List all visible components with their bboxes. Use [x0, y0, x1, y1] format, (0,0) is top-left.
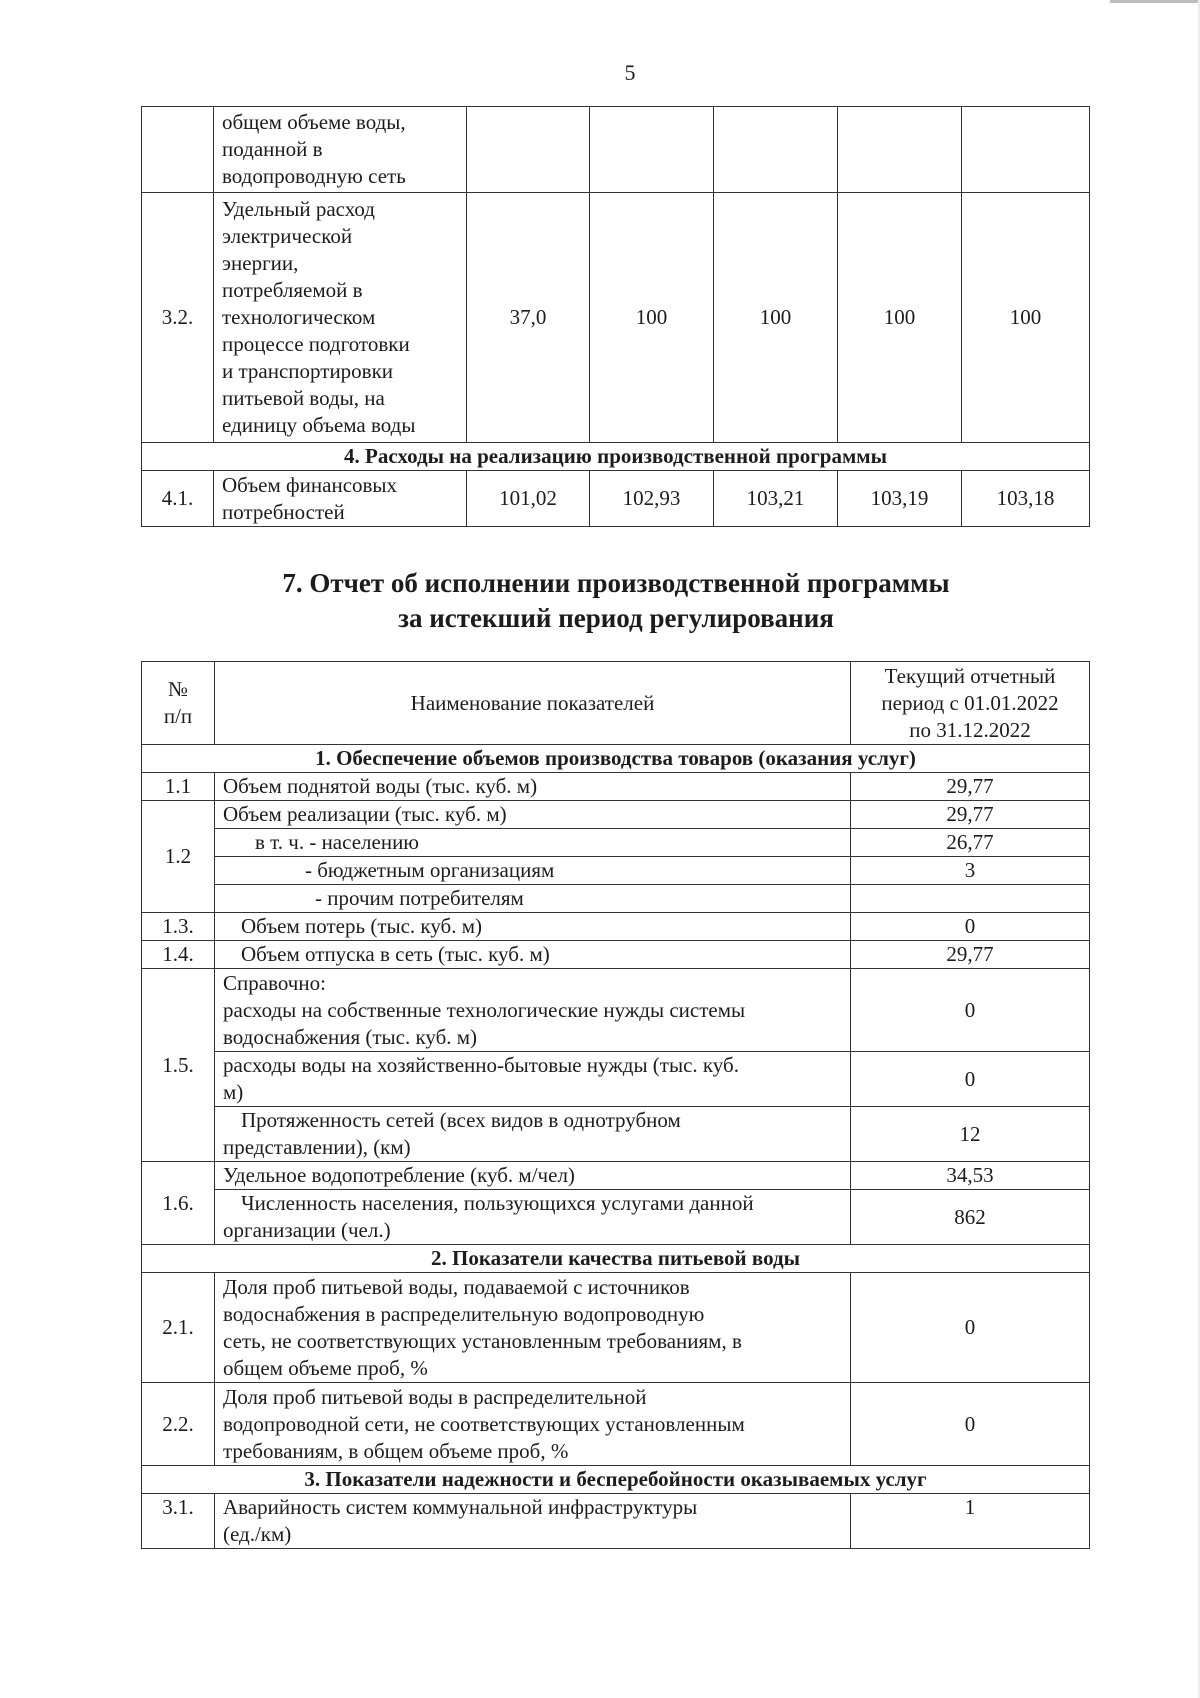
section-row [142, 745, 1090, 773]
value-cell: 103,21 [714, 471, 838, 527]
section-row [142, 443, 1090, 471]
value-cell: 100 [590, 193, 714, 443]
indicator-name: Объем реализации (тыс. куб. м) [215, 801, 851, 829]
row-number [142, 107, 214, 193]
table-row [142, 193, 1090, 443]
indicator-name: Объем отпуска в сеть (тыс. куб. м) [215, 941, 851, 969]
table-row [142, 471, 1090, 527]
value-cell: 12 [851, 1107, 1090, 1162]
indicator-name: Доля проб питьевой воды в распределительной водопроводной сети, не соответствующих установленным требованиям, в общем объеме проб, % [215, 1383, 851, 1466]
indicator-name: Протяженность сетей (всех видов в однотрубном представлении), (км) [215, 1107, 851, 1162]
indicator-name: расходы воды на хозяйственно-бытовые нужды (тыс. куб. м) [215, 1052, 851, 1107]
row-number: 1.5. [142, 969, 215, 1162]
indicator-name: Удельное водопотребление (куб. м/чел) [215, 1162, 851, 1190]
table-row [142, 801, 1090, 829]
value-cell: 103,19 [838, 471, 962, 527]
indicator-name: - прочим потребителям [215, 885, 851, 913]
indicator-name: Доля проб питьевой воды, подаваемой с источников водоснабжения в распределительную водопроводную сеть, не соответствующих установленным требованиям, в общем объеме проб, % [215, 1273, 851, 1383]
table-row [142, 1052, 1090, 1107]
table-row [142, 857, 1090, 885]
row-number: 1.2 [142, 801, 215, 913]
heading-line-1: 7. Отчет об исполнении производственной программы [282, 568, 950, 598]
section-heading [0, 566, 1200, 636]
value-cell: 101,02 [467, 471, 590, 527]
indicator-name: общем объеме воды, поданной в водопроводную сеть [214, 107, 467, 193]
table-row [142, 941, 1090, 969]
row-number: 3.1. [142, 1494, 215, 1549]
row-number: 2.1. [142, 1273, 215, 1383]
heading-line-2: за истекший период регулирования [398, 603, 834, 633]
indicator-name: - бюджетным организациям [215, 857, 851, 885]
value-cell: 3 [851, 857, 1090, 885]
table-row [142, 829, 1090, 857]
indicator-name: Объем финансовых потребностей [214, 471, 467, 527]
value-cell: 0 [851, 913, 1090, 941]
section-title: 3. Показатели надежности и бесперебойности оказываемых услуг [142, 1466, 1090, 1494]
table-row [142, 969, 1090, 1052]
indicator-name: Объем поднятой воды (тыс. куб. м) [215, 773, 851, 801]
value-cell: 29,77 [851, 941, 1090, 969]
value-cell: 0 [851, 1052, 1090, 1107]
section-row [142, 1245, 1090, 1273]
value-cell: 103,18 [962, 471, 1090, 527]
value-cell: 100 [838, 193, 962, 443]
indicator-name: Численность населения, пользующихся услугами данной организации (чел.) [215, 1190, 851, 1245]
table-header-row [142, 662, 1090, 745]
report-table [141, 661, 1090, 1549]
row-number: 2.2. [142, 1383, 215, 1466]
row-number: 1.3. [142, 913, 215, 941]
row-number: 1.1 [142, 773, 215, 801]
value-cell: 100 [714, 193, 838, 443]
indicator-name: в т. ч. - населению [215, 829, 851, 857]
table-row [142, 1190, 1090, 1245]
header-name: Наименование показателей [215, 662, 851, 745]
table-row [142, 1107, 1090, 1162]
page-number: 5 [624, 60, 636, 85]
table-row [142, 773, 1090, 801]
table-row [142, 1162, 1090, 1190]
header-period: Текущий отчетный период с 01.01.2022 по 31.12.2022 [851, 662, 1090, 745]
value-cell: 0 [851, 1273, 1090, 1383]
indicators-table-continued [141, 106, 1090, 527]
indicator-name: Аварийность систем коммунальной инфраструктуры (ед./км) [215, 1494, 851, 1549]
table-row [142, 885, 1090, 913]
indicator-name: Удельный расход электрической энергии, потребляемой в технологическом процессе подготовки и транспортировки питьевой воды, на единицу объема воды [214, 193, 467, 443]
header-num: № п/п [142, 662, 215, 745]
value-cell: 100 [962, 193, 1090, 443]
section-row [142, 1466, 1090, 1494]
row-number: 1.6. [142, 1162, 215, 1245]
table-row [142, 1494, 1090, 1549]
table-row [142, 1273, 1090, 1383]
table-row [142, 913, 1090, 941]
section-title: 2. Показатели качества питьевой воды [142, 1245, 1090, 1273]
value-cell: 34,53 [851, 1162, 1090, 1190]
row-number: 3.2. [142, 193, 214, 443]
value-cell: 0 [851, 969, 1090, 1052]
value-cell: 0 [851, 1383, 1090, 1466]
section-title: 4. Расходы на реализацию производственной программы [142, 443, 1090, 471]
table-row [142, 107, 1090, 193]
value-cell: 1 [851, 1494, 1090, 1549]
indicator-name: Объем потерь (тыс. куб. м) [215, 913, 851, 941]
value-cell: 26,77 [851, 829, 1090, 857]
value-cell: 102,93 [590, 471, 714, 527]
section-title: 1. Обеспечение объемов производства товаров (оказания услуг) [142, 745, 1090, 773]
row-number: 4.1. [142, 471, 214, 527]
value-cell [851, 885, 1090, 913]
value-cell: 29,77 [851, 773, 1090, 801]
row-number: 1.4. [142, 941, 215, 969]
indicator-name: Справочно: расходы на собственные технологические нужды системы водоснабжения (тыс. куб. м) [215, 969, 851, 1052]
value-cell: 37,0 [467, 193, 590, 443]
table-row [142, 1383, 1090, 1466]
value-cell: 29,77 [851, 801, 1090, 829]
value-cell: 862 [851, 1190, 1090, 1245]
scan-corner-mark [1110, 0, 1200, 3]
